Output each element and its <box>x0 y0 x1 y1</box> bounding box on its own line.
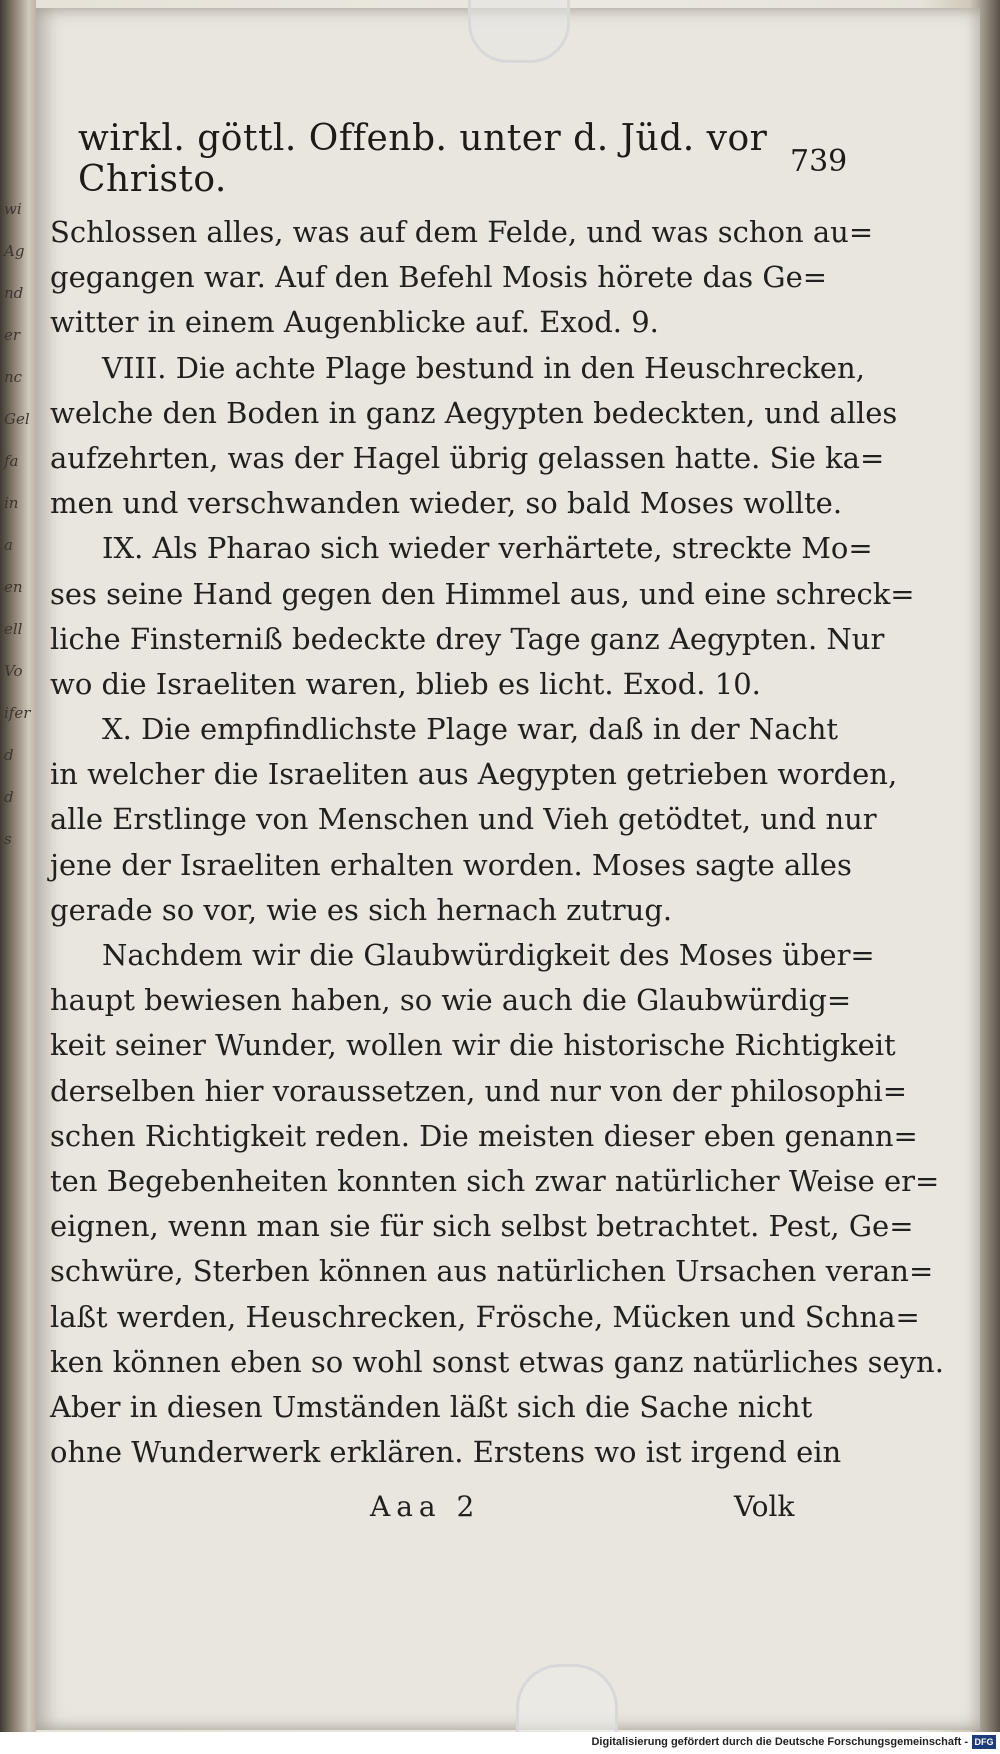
text-line: aufzehrten, was der Hagel übrig gelassen hatte. Sie ka= <box>50 440 885 475</box>
text-line: ken können eben so wohl sonst etwas ganz natürliches seyn. <box>50 1344 944 1379</box>
text-line: men und verschwanden wieder, so bald Moses wollte. <box>50 486 843 521</box>
previous-page-fragment: a <box>4 536 13 554</box>
previous-page-fragment: fa <box>4 452 19 470</box>
body-text <box>50 210 944 1475</box>
text-line: witter in einem Augenblicke auf. Exod. 9. <box>50 305 659 340</box>
text-line: derselben hier voraussetzen, und nur von der philosophi= <box>50 1073 908 1108</box>
page-clip-top <box>468 0 570 63</box>
text-line: Aber in diesen Umständen läßt sich die Sache nicht <box>50 1389 813 1424</box>
text-line: haupt bewiesen haben, so wie auch die Glaubwürdig= <box>50 983 852 1018</box>
previous-page-fragment: ifer <box>4 704 31 722</box>
previous-page-fragment: Ag <box>4 242 25 260</box>
page-number: 739 <box>790 144 848 179</box>
previous-page-edge <box>0 0 36 1754</box>
text-line: laßt werden, Heuschrecken, Frösche, Mücken und Schna= <box>50 1299 920 1334</box>
text-line: schwüre, Sterben können aus natürlichen Ursachen veran= <box>50 1254 934 1289</box>
text-line: ohne Wunderwerk erklären. Erstens wo ist irgend ein <box>50 1435 842 1470</box>
previous-page-fragment: nd <box>4 284 24 302</box>
text-line: jene der Israeliten erhalten worden. Moses sagte alles <box>50 847 852 882</box>
signature-mark: Aaa 2 <box>370 1490 481 1523</box>
page-clip-bottom <box>516 1664 618 1737</box>
previous-page-fragment: nc <box>4 368 23 386</box>
dfg-logo: DFG <box>972 1735 996 1749</box>
text-line: IX. Als Pharao sich wieder verhärtete, streckte Mo= <box>102 531 873 566</box>
previous-page-fragment: s <box>4 830 12 848</box>
previous-page-fragment: d <box>4 788 14 806</box>
text-line: gegangen war. Auf den Befehl Mosis hörete das Ge= <box>50 260 828 295</box>
running-title: wirkl. göttl. Offenb. unter d. Jüd. vor Christo. <box>78 118 768 200</box>
previous-page-fragment: in <box>4 494 19 512</box>
previous-page-fragment: Gel <box>4 410 30 428</box>
text-line: eignen, wenn man sie für sich selbst betrachtet. Pest, Ge= <box>50 1209 914 1244</box>
previous-page-fragment: en <box>4 578 23 596</box>
catchword: Volk <box>734 1490 795 1523</box>
text-line: welche den Boden in ganz Aegypten bedeckten, und alles <box>50 395 898 430</box>
text-line: ses seine Hand gegen den Himmel aus, und eine schreck= <box>50 576 915 611</box>
previous-page-fragment: d <box>4 746 14 764</box>
text-line: X. Die empfindlichste Plage war, daß in der Nacht <box>102 712 839 747</box>
previous-page-fragment: Vo <box>4 662 23 680</box>
text-line: ten Begebenheiten konnten sich zwar natürlicher Weise er= <box>50 1163 940 1198</box>
text-line: Schlossen alles, was auf dem Felde, und was schon au= <box>50 215 874 249</box>
text-line: liche Finsterniß bedeckte drey Tage ganz Aegypten. Nur <box>50 621 885 656</box>
text-line: wo die Israeliten waren, blieb es licht. Exod. 10. <box>50 666 761 701</box>
text-line: keit seiner Wunder, wollen wir die historische Richtigkeit <box>50 1028 896 1063</box>
previous-page-fragment: er <box>4 326 21 344</box>
previous-page-fragments <box>4 200 34 872</box>
previous-page-fragment: ell <box>4 620 23 638</box>
text-line: schen Richtigkeit reden. Die meisten dieser eben genann= <box>50 1118 918 1153</box>
text-line: gerade so vor, wie es sich hernach zutrug. <box>50 892 673 927</box>
text-line: Nachdem wir die Glaubwürdigkeit des Moses über= <box>102 938 875 972</box>
text-line: in welcher die Israeliten aus Aegypten getrieben worden, <box>50 757 898 792</box>
previous-page-fragment: wi <box>4 200 22 218</box>
digitization-credit: Digitalisierung gefördert durch die Deutsche Forschungsgemeinschaft - <box>591 1736 968 1748</box>
text-line: alle Erstlinge von Menschen und Vieh getödtet, und nur <box>50 802 877 837</box>
text-line: VIII. Die achte Plage bestund in den Heuschrecken, <box>102 350 865 385</box>
